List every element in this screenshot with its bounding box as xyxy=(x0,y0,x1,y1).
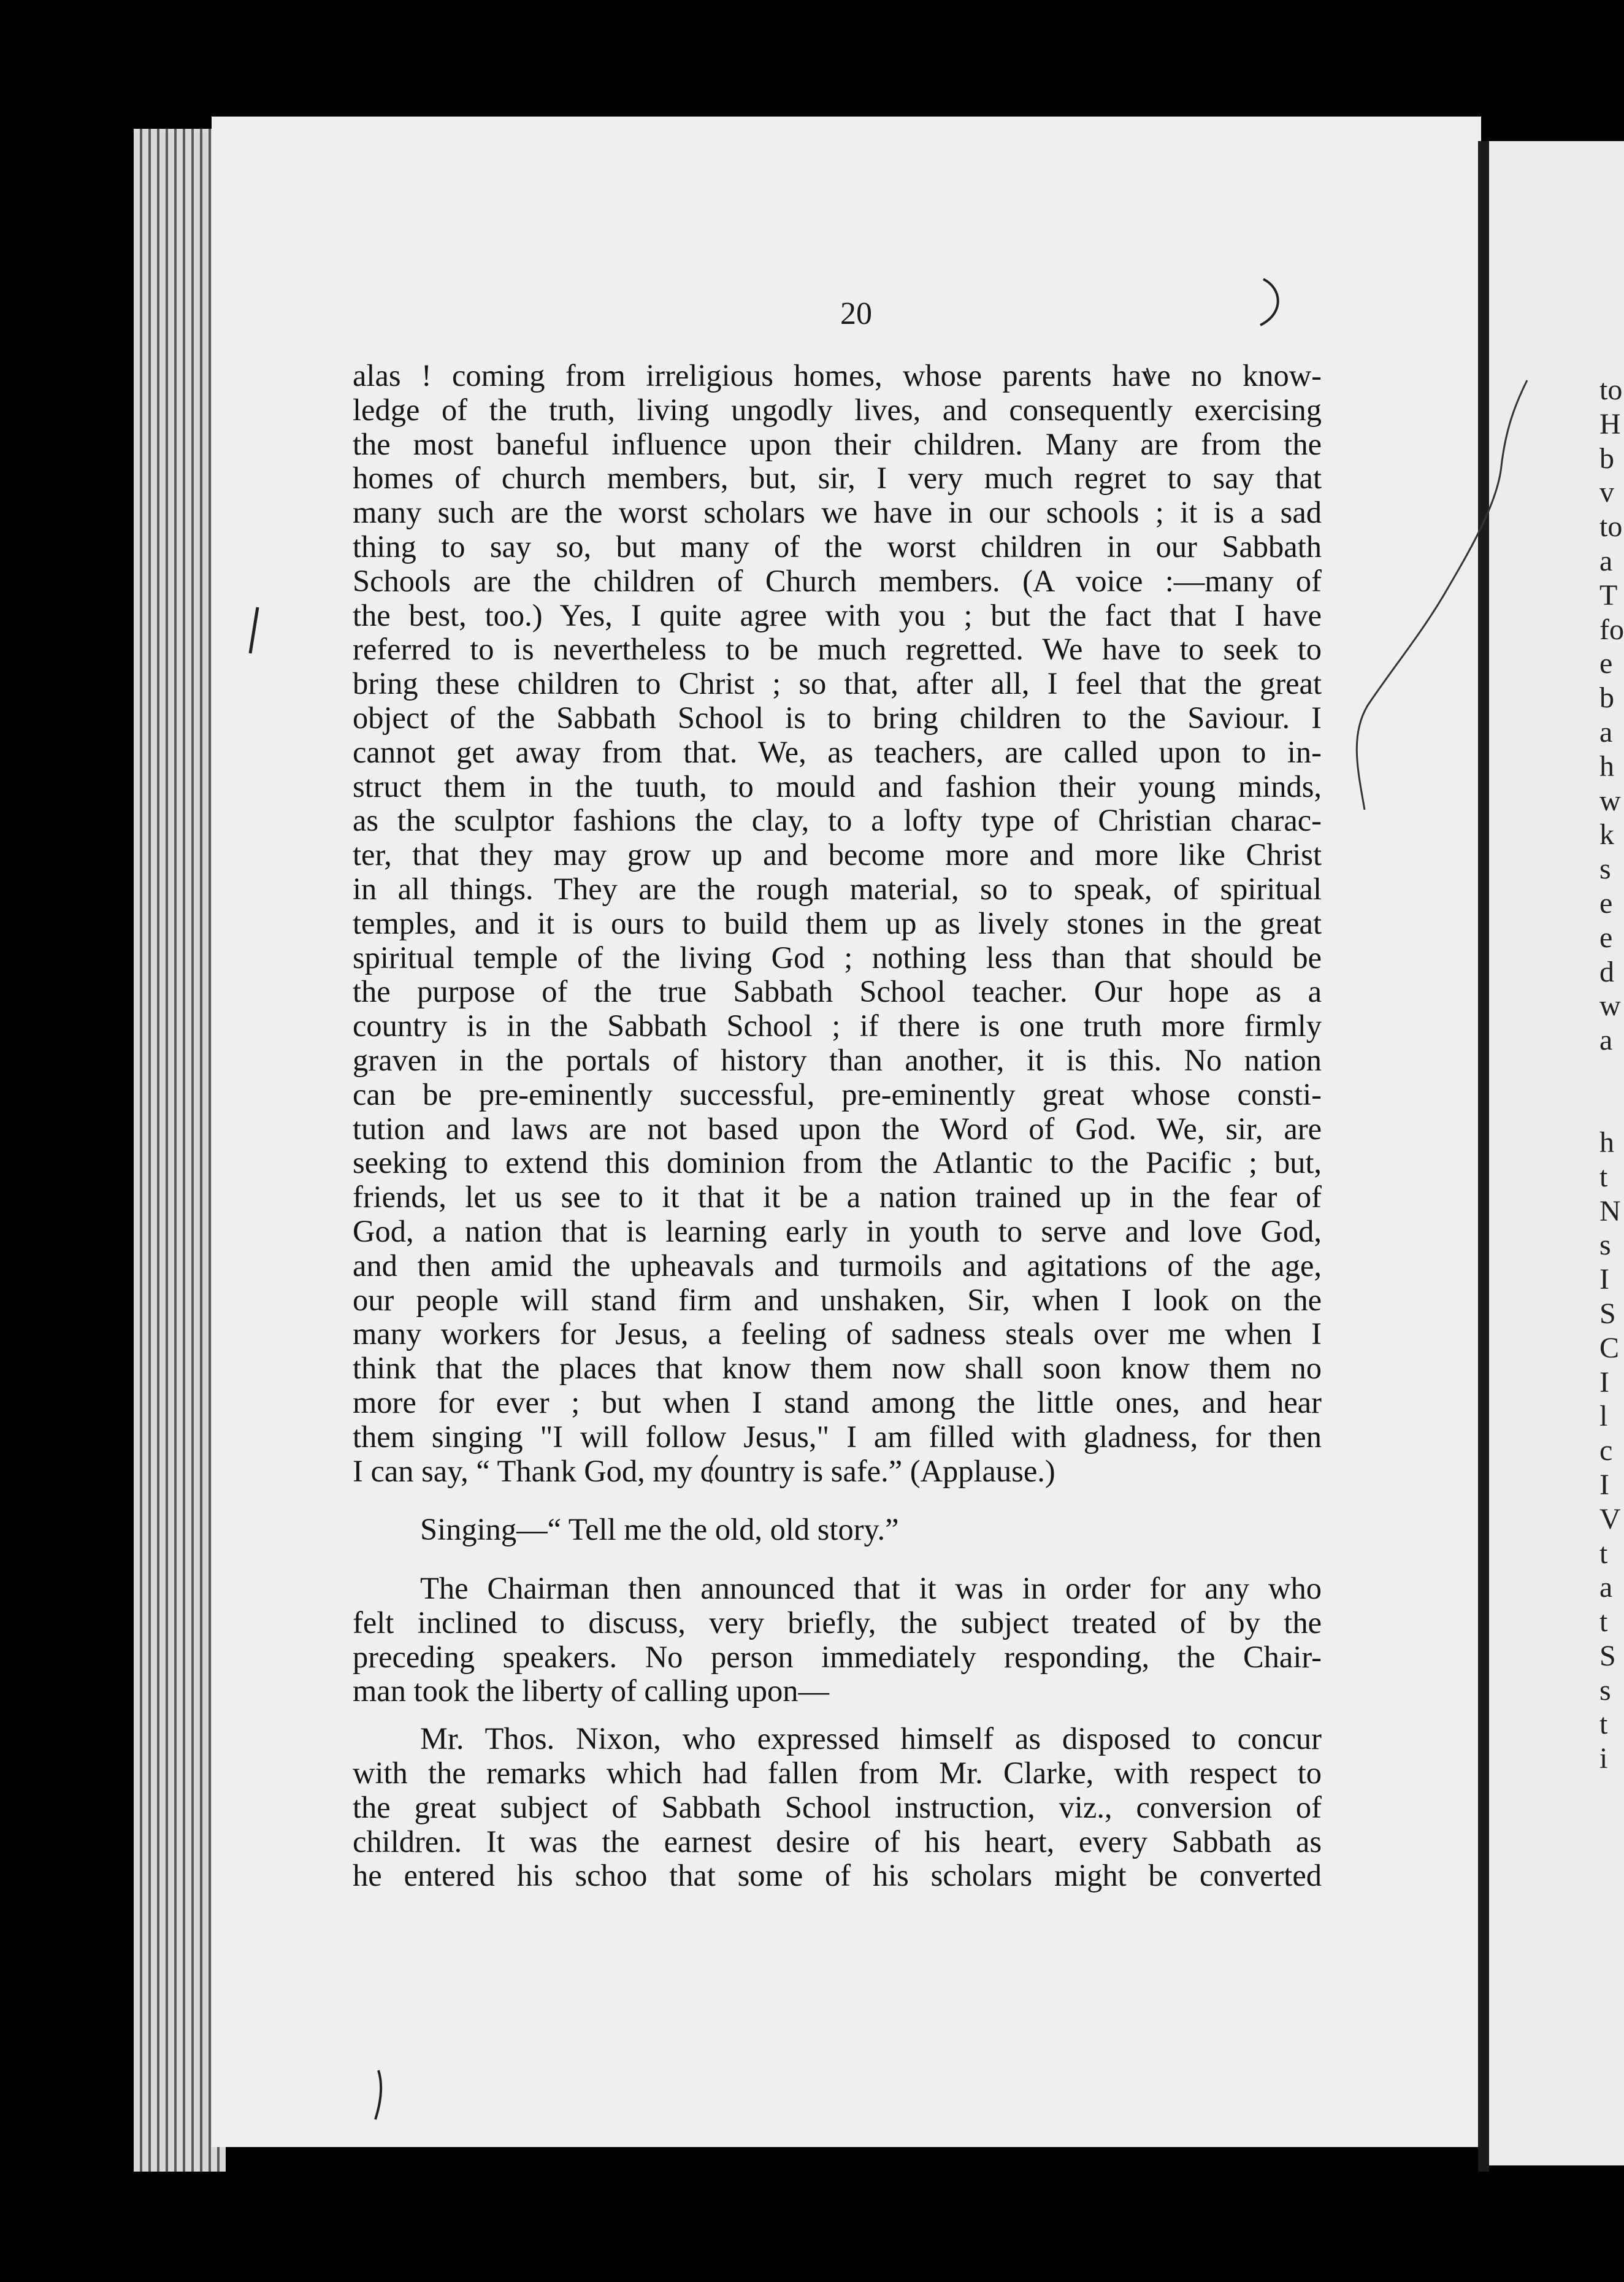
text-line: with the remarks which had fallen from Mr. Clarke, with respect to xyxy=(353,1756,1322,1791)
page-number: 20 xyxy=(840,296,872,331)
edge-letter: e xyxy=(1599,921,1613,954)
text-line: many workers for Jesus, a feeling of sadness steals over me when I xyxy=(353,1316,1322,1351)
edge-letter: l xyxy=(1599,1400,1608,1433)
text-line: Schools are the children of Church members. (A voice :—many of xyxy=(353,563,1322,598)
edge-letter: t xyxy=(1599,1160,1608,1193)
text-line: Mr. Thos. Nixon, who expressed himself as disposed to concur xyxy=(420,1721,1322,1756)
edge-letter: a xyxy=(1599,544,1613,577)
edge-letter: i xyxy=(1599,1742,1608,1775)
edge-letter: T xyxy=(1599,578,1618,612)
text-line: can be pre-eminently successful, pre-eminently great whose consti- xyxy=(353,1077,1322,1112)
pencil-mark xyxy=(1260,279,1278,325)
text-line: referred to is nevertheless to be much regretted. We have to seek to xyxy=(353,632,1322,667)
text-line: graven in the portals of history than another, it is this. No nation xyxy=(353,1042,1322,1077)
edge-letter: a xyxy=(1599,1024,1613,1057)
edge-letter: b xyxy=(1599,682,1614,715)
edge-letter: t xyxy=(1599,1605,1608,1639)
edge-letter: to xyxy=(1599,374,1623,406)
text-line: The Chairman then announced that it was in order for any who xyxy=(420,1571,1322,1606)
text-line: man took the liberty of calling upon— xyxy=(353,1673,829,1708)
edge-letter: c xyxy=(1599,1434,1613,1467)
text-line: Singing—“ Tell me the old, old story.” xyxy=(420,1512,899,1547)
text-line: temples, and it is ours to build them up as lively stones in the great xyxy=(353,905,1322,940)
edge-letter: k xyxy=(1599,818,1614,851)
edge-letter: v xyxy=(1599,476,1614,509)
text-line: object of the Sabbath School is to bring children to the Saviour. I xyxy=(353,700,1322,735)
text-line: he entered his schoo that some of his scholars might be converted xyxy=(353,1858,1322,1893)
text-line: bring these children to Christ ; so that, after all, I feel that the great xyxy=(353,666,1322,701)
text-line: thing to say so, but many of the worst children in our Sabbath xyxy=(353,529,1322,564)
text-line: country is in the Sabbath School ; if there is one truth more firmly xyxy=(353,1008,1322,1043)
edge-letter: h xyxy=(1599,1126,1614,1159)
edge-letter: N xyxy=(1599,1194,1621,1227)
pencil-mark xyxy=(1357,380,1527,810)
edge-letter: I xyxy=(1599,1366,1609,1399)
text-line: preceding speakers. No person immediately responding, the Chair- xyxy=(353,1639,1322,1674)
edge-letter: I xyxy=(1599,1468,1609,1501)
edge-letter: w xyxy=(1599,989,1621,1023)
pencil-mark xyxy=(375,2070,381,2119)
text-line: spiritual temple of the living God ; nothing less than that should be xyxy=(353,940,1322,975)
pencil-mark xyxy=(250,607,258,653)
text-line: the purpose of the true Sabbath School teacher. Our hope as a xyxy=(353,974,1322,1009)
text-line: and then amid the upheavals and turmoils and agitations of the age, xyxy=(353,1248,1322,1283)
edge-letter: e xyxy=(1599,647,1613,680)
edge-letter: H xyxy=(1599,407,1621,440)
text-line: them singing "I will follow Jesus," I am filled with gladness, for then xyxy=(353,1419,1322,1454)
text-line: children. It was the earnest desire of his heart, every Sabbath as xyxy=(353,1824,1322,1859)
pencil-mark xyxy=(710,1455,718,1483)
edge-letter: to xyxy=(1599,510,1623,544)
edge-letter: w xyxy=(1599,784,1621,817)
edge-letter: fo xyxy=(1599,613,1624,646)
text-line: God, a nation that is learning early in youth to serve and love God, xyxy=(353,1213,1322,1248)
edge-letter: I xyxy=(1599,1263,1609,1296)
text-line: seeking to extend this dominion from the Atlantic to the Pacific ; but, xyxy=(353,1145,1322,1180)
edge-letter: d xyxy=(1599,955,1614,988)
edge-letter: b xyxy=(1599,442,1614,475)
text-line: tution and laws are not based upon the Word of God. We, sir, are xyxy=(353,1111,1322,1146)
text-line: more for ever ; but when I stand among the little ones, and hear xyxy=(353,1385,1322,1420)
edge-letter: e xyxy=(1599,886,1613,920)
edge-letter: s xyxy=(1599,1229,1611,1262)
text-line: struct them in the tuuth, to mould and fashion their young minds, xyxy=(353,769,1322,804)
edge-letter: h xyxy=(1599,750,1614,783)
pencil-mark xyxy=(1147,368,1152,383)
text-line: the most baneful influence upon their children. Many are from the xyxy=(353,426,1322,461)
text-line: many such are the worst scholars we have in our schools ; it is a sad xyxy=(353,495,1322,530)
edge-letter: S xyxy=(1599,1297,1616,1330)
edge-letter: V xyxy=(1599,1502,1621,1535)
edge-letter: C xyxy=(1599,1331,1620,1364)
text-line: alas ! coming from irreligious homes, whose parents have no know- xyxy=(353,358,1322,393)
text-line: ledge of the truth, living ungodly lives, and consequently exercising xyxy=(353,392,1322,427)
edge-letter: s xyxy=(1599,853,1611,886)
text-line: felt inclined to discuss, very briefly, the subject treated of by the xyxy=(353,1605,1322,1640)
edge-letter: a xyxy=(1599,715,1613,748)
text-line: our people will stand firm and unshaken, Sir, when I look on the xyxy=(353,1282,1322,1317)
text-line: think that the places that know them now shall soon know them no xyxy=(353,1351,1322,1386)
text-line: the best, too.) Yes, I quite agree with you ; but the fact that I have xyxy=(353,597,1322,632)
text-line: the great subject of Sabbath School instruction, viz., conversion of xyxy=(353,1789,1322,1824)
text-line: friends, let us see to it that it be a nation trained up in the fear of xyxy=(353,1180,1322,1215)
text-line: as the sculptor fashions the clay, to a lofty type of Christian charac- xyxy=(353,803,1322,838)
edge-letter: s xyxy=(1599,1673,1611,1707)
text-line: in all things. They are the rough material, so to speak, of spiritual xyxy=(353,871,1322,906)
edge-letter: a xyxy=(1599,1571,1613,1604)
edge-letter: S xyxy=(1599,1639,1616,1672)
text-line: I can say, “ Thank God, my country is safe.” (Applause.) xyxy=(353,1453,1055,1488)
text-line: homes of church members, but, sir, I very much regret to say that xyxy=(353,461,1322,496)
edge-letter: t xyxy=(1599,1708,1608,1741)
text-line: ter, that they may grow up and become more and more like Christ xyxy=(353,837,1322,872)
edge-letter: t xyxy=(1599,1537,1608,1570)
text-line: cannot get away from that. We, as teachers, are called upon to in- xyxy=(353,734,1322,769)
